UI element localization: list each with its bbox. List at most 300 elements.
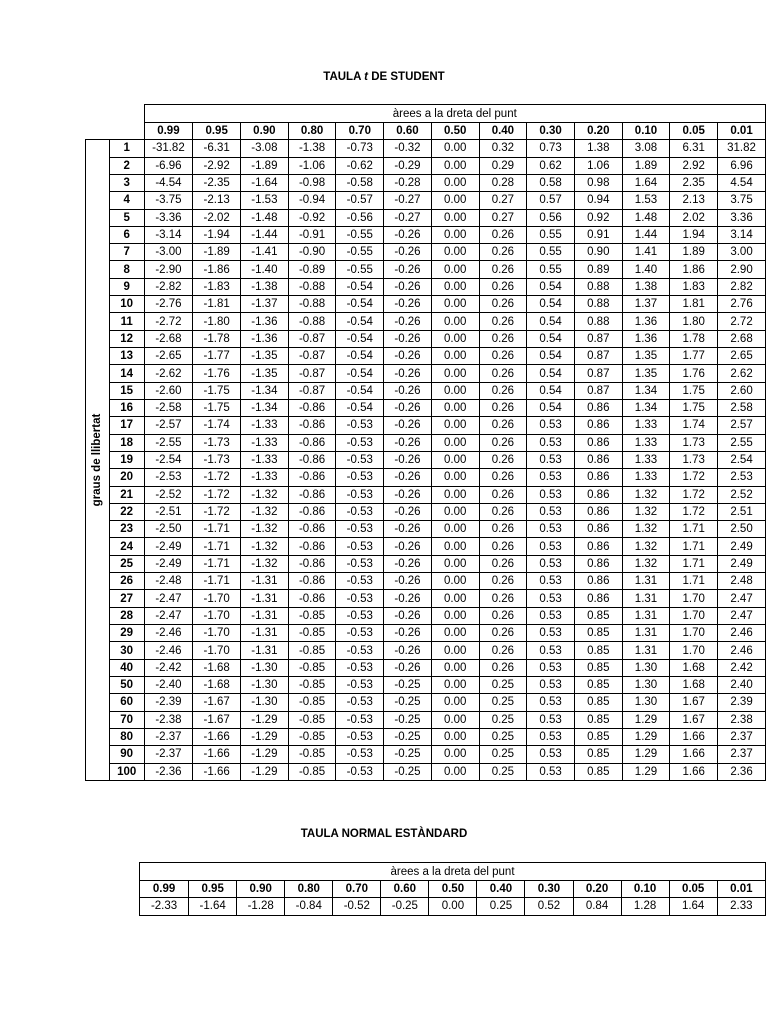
table-cell: 1.32 [622, 538, 670, 555]
column-header: 0.95 [189, 881, 237, 898]
table-cell: 0.00 [431, 642, 479, 659]
table-cell: 1.33 [622, 417, 670, 434]
table-cell: 0.26 [479, 226, 527, 243]
table-cell: -0.26 [384, 278, 432, 295]
table-cell: -1.29 [241, 728, 289, 745]
table-cell: 1.72 [670, 503, 718, 520]
table-cell: 1.31 [622, 625, 670, 642]
table-cell: 0.00 [431, 676, 479, 693]
table-cell: 0.54 [527, 365, 575, 382]
table-cell: -1.38 [241, 278, 289, 295]
table-cell: -0.26 [384, 365, 432, 382]
table-cell: -2.47 [144, 590, 193, 607]
table-cell: -1.70 [193, 590, 241, 607]
degrees-of-freedom: 27 [109, 590, 144, 607]
table-cell: 0.00 [429, 898, 477, 915]
table-cell: -0.53 [336, 590, 384, 607]
table-cell: 0.86 [574, 399, 622, 416]
table-cell: 2.60 [718, 382, 766, 399]
table-cell: -0.86 [288, 555, 336, 572]
table-cell: 0.54 [527, 313, 575, 330]
table-cell: -2.48 [144, 573, 193, 590]
table-cell: 1.30 [622, 659, 670, 676]
table-cell: -2.58 [144, 399, 193, 416]
table-cell: 2.37 [718, 728, 766, 745]
table-cell: 2.02 [670, 209, 718, 226]
table-cell: -2.13 [193, 192, 241, 209]
table-cell: -2.68 [144, 330, 193, 347]
column-header: 0.60 [384, 123, 432, 140]
table-cell: 2.49 [718, 538, 766, 555]
degrees-of-freedom: 28 [109, 607, 144, 624]
table-cell: -1.71 [193, 538, 241, 555]
table-cell: 0.54 [527, 382, 575, 399]
table-cell: -0.26 [384, 313, 432, 330]
column-header: 0.01 [717, 881, 765, 898]
table-cell: 2.40 [718, 676, 766, 693]
row-axis-label [86, 140, 110, 781]
table-cell: 1.06 [574, 157, 622, 174]
table-cell: -2.42 [144, 659, 193, 676]
table-cell: -1.70 [193, 625, 241, 642]
t-super-header: àrees a la dreta del punt [144, 105, 765, 123]
table-cell: -0.53 [336, 486, 384, 503]
table-cell: 0.00 [431, 417, 479, 434]
table-cell: -0.85 [288, 676, 336, 693]
table-cell: 0.26 [479, 434, 527, 451]
table-cell: -1.64 [241, 174, 289, 191]
table-cell: 0.85 [574, 625, 622, 642]
table-cell: 1.36 [622, 313, 670, 330]
table-cell: 0.25 [479, 711, 527, 728]
table-cell: -1.33 [241, 417, 289, 434]
table-cell: 0.87 [574, 330, 622, 347]
table-cell: -0.55 [336, 244, 384, 261]
table-cell: -0.53 [336, 417, 384, 434]
table-cell: 0.54 [527, 296, 575, 313]
table-cell: -0.29 [384, 157, 432, 174]
column-header: 0.60 [381, 881, 429, 898]
table-cell: 0.00 [431, 157, 479, 174]
table-cell: -0.86 [288, 503, 336, 520]
table-cell: -0.25 [384, 694, 432, 711]
table-cell: -0.85 [288, 642, 336, 659]
table-cell: -2.62 [144, 365, 193, 382]
table-cell: 0.53 [527, 417, 575, 434]
table-cell: 0.86 [574, 434, 622, 451]
table-cell: -0.53 [336, 451, 384, 468]
table-cell: -0.92 [288, 209, 336, 226]
table-cell: -0.53 [336, 642, 384, 659]
table-cell: -2.46 [144, 625, 193, 642]
table-cell: 0.85 [574, 711, 622, 728]
table-cell: -2.02 [193, 209, 241, 226]
table-cell: -0.91 [288, 226, 336, 243]
table-cell: -1.06 [288, 157, 336, 174]
table-cell: -1.76 [193, 365, 241, 382]
table-cell: 0.26 [479, 659, 527, 676]
table-cell: -1.68 [193, 659, 241, 676]
table-cell: 0.00 [431, 399, 479, 416]
column-header: 0.20 [573, 881, 621, 898]
table-cell: 1.30 [622, 694, 670, 711]
table-cell: 2.76 [718, 296, 766, 313]
table-cell: 0.28 [479, 174, 527, 191]
table-cell: -1.29 [241, 746, 289, 763]
table-cell: 0.26 [479, 625, 527, 642]
table-cell: -2.65 [144, 348, 193, 365]
table-cell: 0.00 [431, 521, 479, 538]
table-cell: 1.66 [670, 728, 718, 745]
table-cell: 0.26 [479, 244, 527, 261]
student-t-table [85, 104, 766, 781]
table-cell: -0.85 [288, 711, 336, 728]
degrees-of-freedom: 3 [109, 174, 144, 191]
table-cell: 6.31 [670, 140, 718, 157]
table-cell: 0.26 [479, 538, 527, 555]
table-cell: -1.32 [241, 486, 289, 503]
table-cell: 0.53 [527, 555, 575, 572]
table-cell: -1.66 [193, 763, 241, 781]
table-cell: 0.00 [431, 503, 479, 520]
table-cell: -0.53 [336, 676, 384, 693]
degrees-of-freedom: 17 [109, 417, 144, 434]
degrees-of-freedom: 15 [109, 382, 144, 399]
table-cell: -1.31 [241, 590, 289, 607]
table-cell: 0.53 [527, 486, 575, 503]
table-row [86, 313, 766, 330]
table-cell: -1.29 [241, 763, 289, 781]
table-row [86, 365, 766, 382]
table-cell: -1.71 [193, 521, 241, 538]
table-cell: 0.53 [527, 607, 575, 624]
table-cell: 2.47 [718, 590, 766, 607]
table-cell: 0.53 [527, 469, 575, 486]
degrees-of-freedom: 100 [109, 763, 144, 781]
table-cell: 1.34 [622, 399, 670, 416]
table-cell: -1.33 [241, 469, 289, 486]
degrees-of-freedom: 23 [109, 521, 144, 538]
table-cell: 0.00 [431, 555, 479, 572]
table-cell: 1.74 [670, 417, 718, 434]
table-cell: 1.32 [622, 503, 670, 520]
table-cell: 0.00 [431, 209, 479, 226]
table-cell: 0.85 [574, 676, 622, 693]
table-cell: 1.31 [622, 590, 670, 607]
table-cell: -1.32 [241, 538, 289, 555]
table-row [86, 399, 766, 416]
table-cell: -0.25 [384, 763, 432, 781]
table-cell: 1.41 [622, 244, 670, 261]
table-cell: 0.00 [431, 330, 479, 347]
table-cell: 0.86 [574, 573, 622, 590]
table-cell: 0.00 [431, 607, 479, 624]
table-cell: -1.89 [193, 244, 241, 261]
table-cell: 0.54 [527, 348, 575, 365]
table-cell: -0.26 [384, 573, 432, 590]
table-cell: -0.58 [336, 174, 384, 191]
degrees-of-freedom: 10 [109, 296, 144, 313]
table-cell: -0.54 [336, 382, 384, 399]
table-cell: -0.27 [384, 209, 432, 226]
table-cell: -1.30 [241, 676, 289, 693]
table-cell: 1.70 [670, 625, 718, 642]
table-cell: -0.88 [288, 296, 336, 313]
table-cell: 2.46 [718, 642, 766, 659]
t-title-prefix: TAULA [323, 71, 361, 83]
table-cell: 0.86 [574, 503, 622, 520]
table-cell: -0.25 [384, 746, 432, 763]
table-cell: 3.14 [718, 226, 766, 243]
table-cell: 0.53 [527, 711, 575, 728]
table-cell: 2.47 [718, 607, 766, 624]
table-cell: -0.88 [288, 313, 336, 330]
table-cell: 0.26 [479, 486, 527, 503]
table-cell: -0.94 [288, 192, 336, 209]
table-cell: -1.34 [241, 399, 289, 416]
table-cell: 3.36 [718, 209, 766, 226]
table-row [86, 278, 766, 295]
table-cell: -1.73 [193, 434, 241, 451]
table-cell: -0.86 [288, 590, 336, 607]
table-cell: -1.67 [193, 694, 241, 711]
table-cell: -1.81 [193, 296, 241, 313]
table-cell: 0.26 [479, 382, 527, 399]
column-header: 0.50 [429, 881, 477, 898]
table-cell: 0.29 [479, 157, 527, 174]
table-cell: 0.88 [574, 313, 622, 330]
table-cell: -1.72 [193, 469, 241, 486]
table-cell: 0.88 [574, 278, 622, 295]
degrees-of-freedom: 22 [109, 503, 144, 520]
table-row [86, 538, 766, 555]
table-cell: 1.30 [622, 676, 670, 693]
table-cell: -0.53 [336, 625, 384, 642]
table-cell: 0.25 [479, 676, 527, 693]
table-cell: -0.54 [336, 330, 384, 347]
normal-super-header: àrees a la dreta del punt [140, 863, 766, 881]
table-cell: -0.86 [288, 538, 336, 555]
table-cell: -1.66 [193, 728, 241, 745]
table-cell: -2.50 [144, 521, 193, 538]
column-header: 0.50 [431, 123, 479, 140]
table-cell: 0.00 [431, 659, 479, 676]
table-cell: -0.87 [288, 348, 336, 365]
table-cell: 1.34 [622, 382, 670, 399]
table-cell: -0.86 [288, 434, 336, 451]
degrees-of-freedom: 1 [109, 140, 144, 157]
table-row [86, 244, 766, 261]
table-cell: -0.53 [336, 711, 384, 728]
table-row [86, 625, 766, 642]
table-cell: 0.55 [527, 226, 575, 243]
table-cell: 2.65 [718, 348, 766, 365]
table-cell: 2.46 [718, 625, 766, 642]
table-cell: -2.37 [144, 746, 193, 763]
table-cell: -0.25 [384, 728, 432, 745]
table-cell: 0.00 [431, 244, 479, 261]
table-cell: -1.44 [241, 226, 289, 243]
table-cell: 0.26 [479, 313, 527, 330]
table-cell: 1.78 [670, 330, 718, 347]
column-header: 0.05 [669, 881, 717, 898]
table-cell: -0.26 [384, 296, 432, 313]
table-cell: 1.72 [670, 486, 718, 503]
table-cell: 0.53 [527, 659, 575, 676]
table-cell: -1.40 [241, 261, 289, 278]
table-cell: -6.31 [193, 140, 241, 157]
degrees-of-freedom: 6 [109, 226, 144, 243]
table-cell: 1.70 [670, 607, 718, 624]
table-cell: 1.70 [670, 642, 718, 659]
table-cell: 1.76 [670, 365, 718, 382]
table-cell: -3.14 [144, 226, 193, 243]
table-cell: 0.86 [574, 417, 622, 434]
table-cell: -1.41 [241, 244, 289, 261]
table-cell: -1.31 [241, 607, 289, 624]
table-row [86, 382, 766, 399]
table-row [86, 157, 766, 174]
table-cell: 1.37 [622, 296, 670, 313]
table-cell: 1.77 [670, 348, 718, 365]
table-cell: -2.40 [144, 676, 193, 693]
table-row [86, 140, 766, 157]
table-cell: -0.26 [384, 226, 432, 243]
table-cell: 2.55 [718, 434, 766, 451]
column-header: 0.99 [140, 881, 189, 898]
table-cell: 0.86 [574, 590, 622, 607]
table-cell: -0.85 [288, 659, 336, 676]
table-cell: 0.00 [431, 538, 479, 555]
table-cell: -1.28 [237, 898, 285, 915]
table-cell: -1.67 [193, 711, 241, 728]
table-cell: 0.62 [527, 157, 575, 174]
table-cell: 0.56 [527, 209, 575, 226]
table-cell: 0.53 [527, 625, 575, 642]
table-row [86, 226, 766, 243]
table-cell: -1.64 [189, 898, 237, 915]
table-cell: -0.26 [384, 607, 432, 624]
table-cell: 1.29 [622, 746, 670, 763]
table-cell: 0.86 [574, 451, 622, 468]
table-cell: 1.40 [622, 261, 670, 278]
table-cell: -1.31 [241, 573, 289, 590]
table-cell: 1.80 [670, 313, 718, 330]
table-cell: 0.26 [479, 296, 527, 313]
table-cell: 1.33 [622, 434, 670, 451]
table-cell: -2.92 [193, 157, 241, 174]
table-cell: 0.00 [431, 382, 479, 399]
table-cell: 0.00 [431, 174, 479, 191]
table-cell: -0.26 [384, 261, 432, 278]
table-cell: -0.25 [384, 711, 432, 728]
table-cell: -0.26 [384, 590, 432, 607]
table-cell: 2.54 [718, 451, 766, 468]
table-cell: -0.86 [288, 417, 336, 434]
table-cell: 0.73 [527, 140, 575, 157]
table-cell: -2.49 [144, 538, 193, 555]
table-cell: -1.78 [193, 330, 241, 347]
table-cell: -1.72 [193, 486, 241, 503]
table-cell: 0.26 [479, 278, 527, 295]
table-cell: -3.00 [144, 244, 193, 261]
table-cell: 1.29 [622, 711, 670, 728]
table-cell: -2.90 [144, 261, 193, 278]
table-cell: -0.85 [288, 607, 336, 624]
table-cell: -1.31 [241, 625, 289, 642]
table-cell: 0.55 [527, 244, 575, 261]
column-header: 0.20 [574, 123, 622, 140]
table-cell: -0.86 [288, 399, 336, 416]
table-cell: 1.67 [670, 711, 718, 728]
table-cell: 0.00 [431, 590, 479, 607]
table-cell: -1.75 [193, 382, 241, 399]
table-cell: -1.70 [193, 642, 241, 659]
table-cell: 0.53 [527, 503, 575, 520]
table-cell: 0.00 [431, 746, 479, 763]
table-cell: 0.88 [574, 296, 622, 313]
table-cell: -0.53 [336, 746, 384, 763]
table-cell: 1.28 [621, 898, 669, 915]
table-cell: -0.25 [381, 898, 429, 915]
table-cell: 0.85 [574, 763, 622, 781]
table-cell: 0.53 [527, 590, 575, 607]
table-cell: 0.26 [479, 573, 527, 590]
table-cell: 4.54 [718, 174, 766, 191]
table-cell: -0.53 [336, 607, 384, 624]
degrees-of-freedom: 25 [109, 555, 144, 572]
table-cell: 0.92 [574, 209, 622, 226]
table-cell: -2.54 [144, 451, 193, 468]
table-cell: 0.85 [574, 728, 622, 745]
table-cell: -2.72 [144, 313, 193, 330]
table-cell: -2.51 [144, 503, 193, 520]
table-cell: -0.57 [336, 192, 384, 209]
table-cell: -1.33 [241, 434, 289, 451]
degrees-of-freedom: 19 [109, 451, 144, 468]
table-cell: -0.26 [384, 538, 432, 555]
table-row [86, 296, 766, 313]
table-cell: -1.89 [241, 157, 289, 174]
table-cell: 1.53 [622, 192, 670, 209]
degrees-of-freedom: 8 [109, 261, 144, 278]
column-header: 0.30 [527, 123, 575, 140]
table-cell: 1.72 [670, 469, 718, 486]
table-row [86, 555, 766, 572]
table-cell: 0.91 [574, 226, 622, 243]
table-cell: 0.26 [479, 469, 527, 486]
table-cell: 1.38 [622, 278, 670, 295]
table-cell: 1.68 [670, 676, 718, 693]
table-cell: -2.60 [144, 382, 193, 399]
table-cell: -1.34 [241, 382, 289, 399]
table-cell: 1.75 [670, 382, 718, 399]
table-row [86, 694, 766, 711]
table-cell: -2.76 [144, 296, 193, 313]
table-cell: -1.77 [193, 348, 241, 365]
table-cell: 0.00 [431, 296, 479, 313]
table-cell: 2.36 [718, 763, 766, 781]
table-cell: -1.94 [193, 226, 241, 243]
table-cell: 1.64 [622, 174, 670, 191]
table-cell: -0.26 [384, 555, 432, 572]
degrees-of-freedom: 29 [109, 625, 144, 642]
table-row [86, 521, 766, 538]
table-cell: -3.75 [144, 192, 193, 209]
table-cell: 0.52 [525, 898, 573, 915]
table-cell: 1.32 [622, 555, 670, 572]
degrees-of-freedom: 9 [109, 278, 144, 295]
